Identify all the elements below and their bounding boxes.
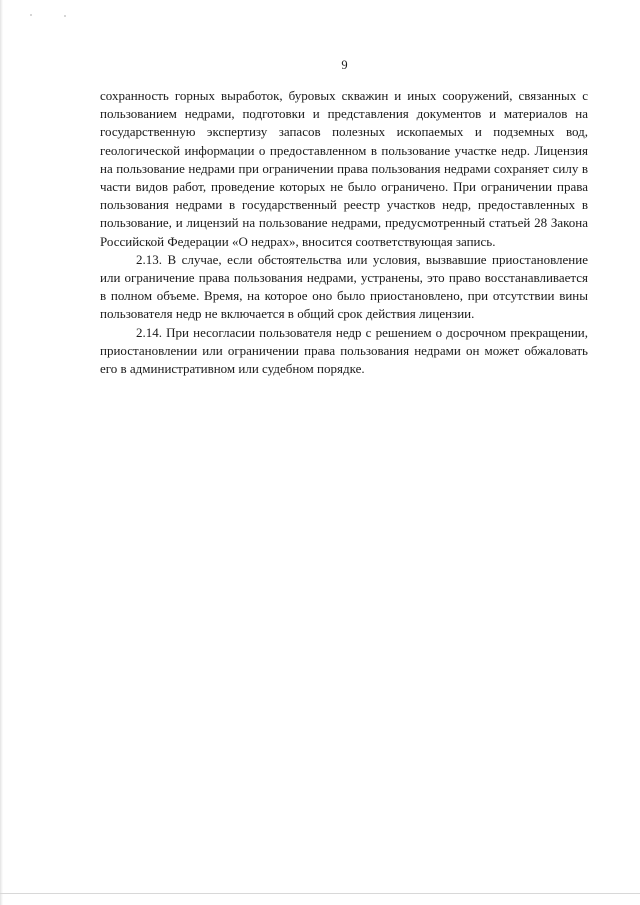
- paragraph-continuation: сохранность горных выработок, буровых скважин и иных сооружений, связанных с пользованием недрами, подготовки и представления документов и материалов на государственную экспертизу запасов полезных ископаемых и подземных вод, геологической информации о предоставленном в пользование участке недр. Лицензия на пользование недрами при ограничении права пользования недрами сохраняет силу в части видов работ, проведение которых не было ограничено. При ограничении права пользования недрами в государственный реестр участков недр, предоставленных в пользование, и лицензий на пользование недрами, предусмотренный статьей 28 Закона Российской Федерации «О недрах», вносится соответствующая запись.: [100, 88, 588, 249]
- scan-edge-shadow: [0, 0, 3, 905]
- scan-speck: [64, 15, 66, 17]
- paragraph-2-13: 2.13. В случае, если обстоятельства или условия, вызвавшие приостановление или ограничение права пользования недрами, устранены, это право восстанавливается в полном объеме. Время, на которое оно было приостановлено, при отсутствии вины пользователя недр не включается в общий срок действия лицензии.: [100, 251, 588, 322]
- paragraph-2-14: 2.14. При несогласии пользователя недр с решением о досрочном прекращении, приостановлении или ограничении права пользования недрами он может обжаловать его в административном или судебном порядке.: [100, 324, 588, 377]
- page-number: 9: [341, 58, 348, 72]
- scan-bottom-edge: [0, 893, 640, 894]
- scan-speck: [30, 14, 32, 16]
- document-body: [100, 87, 588, 378]
